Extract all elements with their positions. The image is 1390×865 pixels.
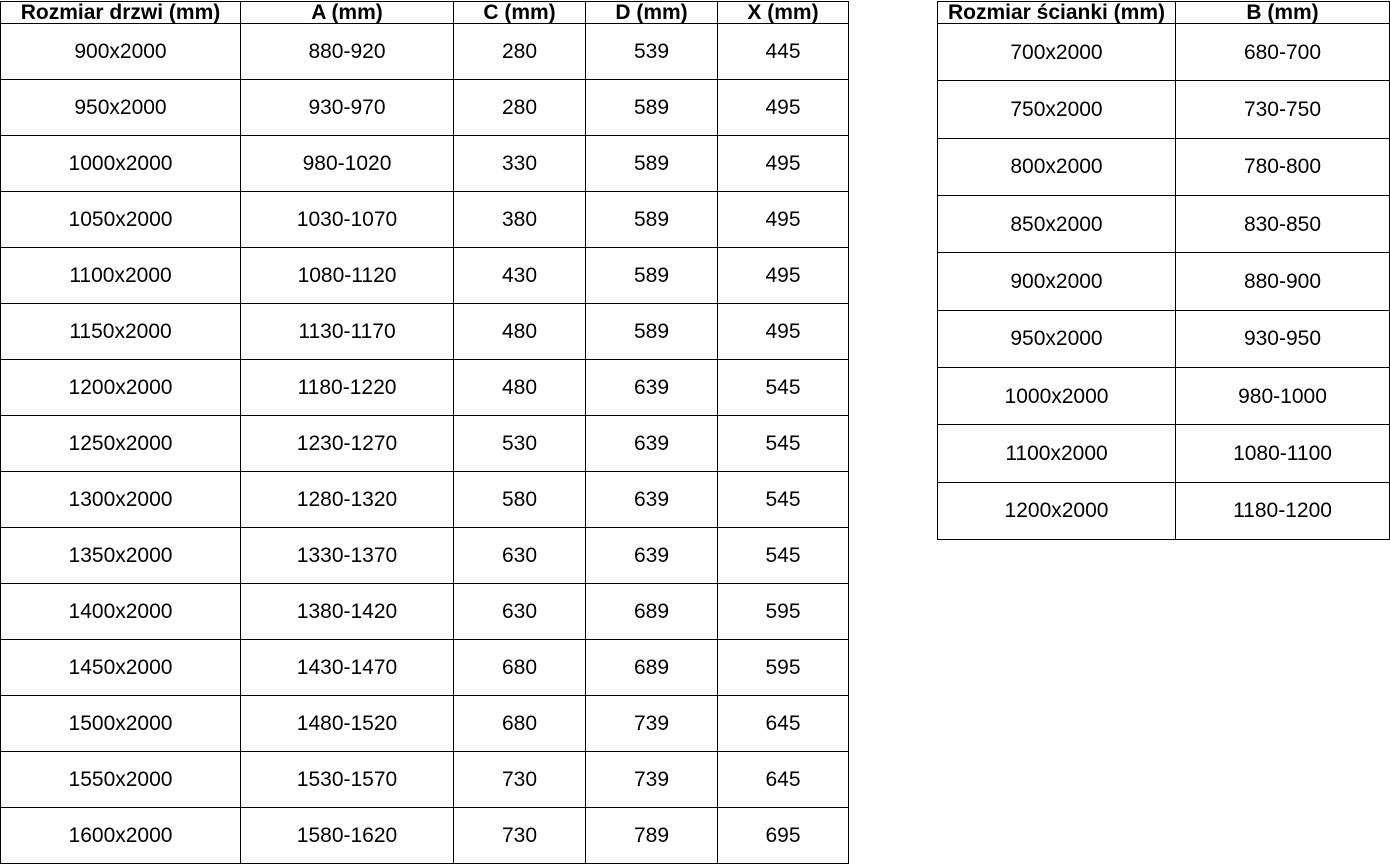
- data-cell: 639: [586, 528, 718, 584]
- data-cell: 789: [586, 808, 718, 864]
- data-cell: 695: [718, 808, 849, 864]
- table-header-row: [1, 2, 849, 24]
- table-row: [1, 640, 849, 696]
- data-cell: 495: [718, 248, 849, 304]
- data-cell: 1200x2000: [1, 360, 241, 416]
- data-cell: 1180-1200: [1176, 482, 1390, 539]
- table-row: [938, 24, 1390, 81]
- data-cell: 1600x2000: [1, 808, 241, 864]
- data-cell: 480: [454, 360, 586, 416]
- data-cell: 589: [586, 80, 718, 136]
- table-row: [938, 81, 1390, 138]
- table-row: [1, 136, 849, 192]
- table-row: [1, 80, 849, 136]
- data-cell: 645: [718, 696, 849, 752]
- table-row: [1, 584, 849, 640]
- data-cell: 280: [454, 80, 586, 136]
- data-cell: 1030-1070: [241, 192, 454, 248]
- table-row: [938, 367, 1390, 424]
- data-cell: 589: [586, 136, 718, 192]
- data-cell: 1500x2000: [1, 696, 241, 752]
- column-header: Rozmiar ścianki (mm): [938, 2, 1176, 24]
- data-cell: 930-970: [241, 80, 454, 136]
- wall-table-body: [938, 24, 1390, 540]
- wall-panel-sizes-table: [937, 1, 1390, 540]
- data-cell: 330: [454, 136, 586, 192]
- data-cell: 680: [454, 696, 586, 752]
- door-table-header: [1, 2, 849, 24]
- data-cell: 545: [718, 360, 849, 416]
- data-cell: 1380-1420: [241, 584, 454, 640]
- data-cell: 545: [718, 416, 849, 472]
- door-sizes-table: [0, 1, 849, 864]
- data-cell: 545: [718, 528, 849, 584]
- data-cell: 539: [586, 24, 718, 80]
- table-row: [938, 425, 1390, 482]
- data-cell: 900x2000: [938, 253, 1176, 310]
- table-row: [938, 195, 1390, 252]
- table-row: [1, 24, 849, 80]
- data-cell: 900x2000: [1, 24, 241, 80]
- data-cell: 1080-1100: [1176, 425, 1390, 482]
- data-cell: 1400x2000: [1, 584, 241, 640]
- data-cell: 530: [454, 416, 586, 472]
- data-cell: 739: [586, 696, 718, 752]
- table-row: [1, 472, 849, 528]
- data-cell: 830-850: [1176, 195, 1390, 252]
- data-cell: 730: [454, 808, 586, 864]
- table-row: [1, 248, 849, 304]
- data-cell: 630: [454, 584, 586, 640]
- data-cell: 589: [586, 304, 718, 360]
- door-table-body: [1, 24, 849, 864]
- data-cell: 430: [454, 248, 586, 304]
- data-cell: 980-1000: [1176, 367, 1390, 424]
- data-cell: 1330-1370: [241, 528, 454, 584]
- data-cell: 1550x2000: [1, 752, 241, 808]
- table-row: [1, 192, 849, 248]
- table-row: [938, 253, 1390, 310]
- table-header-row: [938, 2, 1390, 24]
- table-row: [1, 696, 849, 752]
- data-cell: 280: [454, 24, 586, 80]
- column-header: X (mm): [718, 2, 849, 24]
- data-cell: 480: [454, 304, 586, 360]
- data-cell: 980-1020: [241, 136, 454, 192]
- data-cell: 1350x2000: [1, 528, 241, 584]
- data-cell: 1530-1570: [241, 752, 454, 808]
- data-cell: 589: [586, 248, 718, 304]
- data-cell: 445: [718, 24, 849, 80]
- wall-table-header: [938, 2, 1390, 24]
- data-cell: 950x2000: [938, 310, 1176, 367]
- data-cell: 689: [586, 640, 718, 696]
- data-cell: 1300x2000: [1, 472, 241, 528]
- data-cell: 880-920: [241, 24, 454, 80]
- data-cell: 380: [454, 192, 586, 248]
- data-cell: 589: [586, 192, 718, 248]
- table-row: [1, 360, 849, 416]
- data-cell: 700x2000: [938, 24, 1176, 81]
- data-cell: 1580-1620: [241, 808, 454, 864]
- data-cell: 495: [718, 136, 849, 192]
- data-cell: 1450x2000: [1, 640, 241, 696]
- data-cell: 1180-1220: [241, 360, 454, 416]
- data-cell: 1150x2000: [1, 304, 241, 360]
- data-cell: 639: [586, 416, 718, 472]
- table-row: [938, 138, 1390, 195]
- data-cell: 950x2000: [1, 80, 241, 136]
- data-cell: 1430-1470: [241, 640, 454, 696]
- data-cell: 1000x2000: [1, 136, 241, 192]
- data-cell: 1480-1520: [241, 696, 454, 752]
- data-cell: 750x2000: [938, 81, 1176, 138]
- data-cell: 1100x2000: [938, 425, 1176, 482]
- table-row: [1, 752, 849, 808]
- data-cell: 595: [718, 584, 849, 640]
- column-header: A (mm): [241, 2, 454, 24]
- data-cell: 739: [586, 752, 718, 808]
- data-cell: 1230-1270: [241, 416, 454, 472]
- data-cell: 595: [718, 640, 849, 696]
- data-cell: 880-900: [1176, 253, 1390, 310]
- data-cell: 495: [718, 192, 849, 248]
- data-cell: 639: [586, 360, 718, 416]
- column-header: Rozmiar drzwi (mm): [1, 2, 241, 24]
- table-row: [1, 808, 849, 864]
- data-cell: 730: [454, 752, 586, 808]
- data-cell: 850x2000: [938, 195, 1176, 252]
- column-header: B (mm): [1176, 2, 1390, 24]
- data-cell: 639: [586, 472, 718, 528]
- data-cell: 580: [454, 472, 586, 528]
- data-cell: 1050x2000: [1, 192, 241, 248]
- table-row: [1, 304, 849, 360]
- data-cell: 689: [586, 584, 718, 640]
- data-cell: 495: [718, 304, 849, 360]
- data-cell: 545: [718, 472, 849, 528]
- table-row: [1, 416, 849, 472]
- data-cell: 1250x2000: [1, 416, 241, 472]
- data-cell: 630: [454, 528, 586, 584]
- table-row: [938, 310, 1390, 367]
- column-header: D (mm): [586, 2, 718, 24]
- data-cell: 495: [718, 80, 849, 136]
- table-row: [938, 482, 1390, 539]
- data-cell: 930-950: [1176, 310, 1390, 367]
- data-cell: 780-800: [1176, 138, 1390, 195]
- data-cell: 1080-1120: [241, 248, 454, 304]
- data-cell: 1130-1170: [241, 304, 454, 360]
- data-cell: 680: [454, 640, 586, 696]
- data-cell: 680-700: [1176, 24, 1390, 81]
- data-cell: 1200x2000: [938, 482, 1176, 539]
- table-row: [1, 528, 849, 584]
- data-cell: 800x2000: [938, 138, 1176, 195]
- column-header: C (mm): [454, 2, 586, 24]
- data-cell: 1000x2000: [938, 367, 1176, 424]
- data-cell: 1100x2000: [1, 248, 241, 304]
- data-cell: 645: [718, 752, 849, 808]
- data-cell: 1280-1320: [241, 472, 454, 528]
- data-cell: 730-750: [1176, 81, 1390, 138]
